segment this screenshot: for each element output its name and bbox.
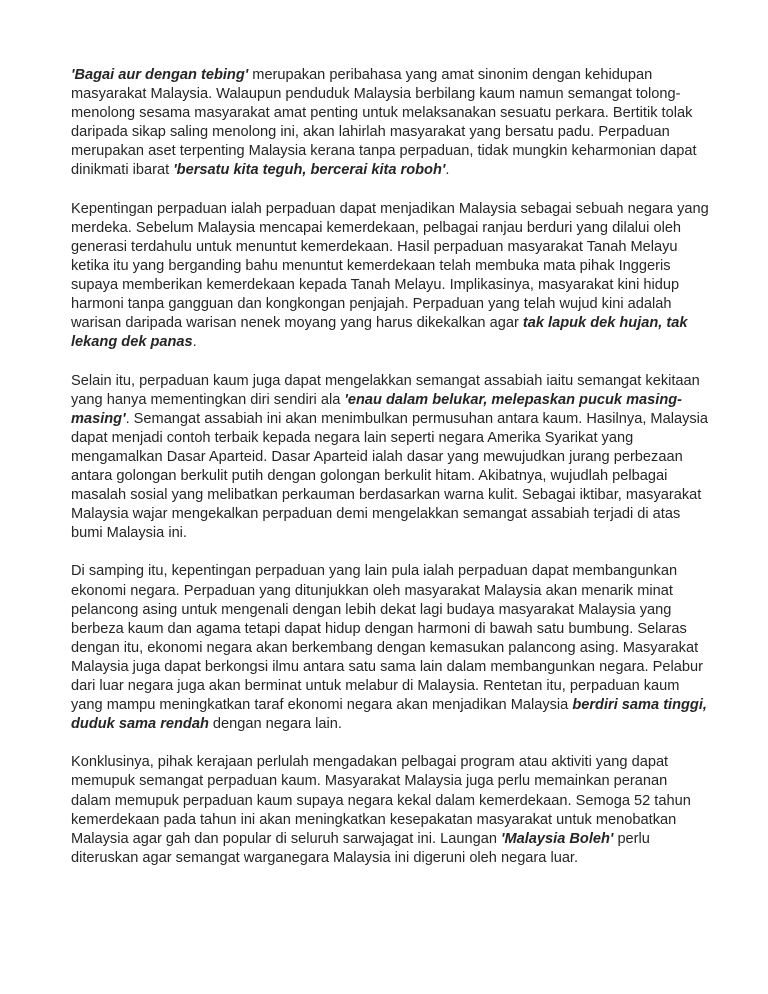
- paragraph-text: .: [445, 162, 450, 179]
- paragraph-text: Selain itu, perpaduan kaum juga dapat mengelakkan semangat assabiah iaitu semangat kekitaan yang hanya mementingkan diri sendiri ala: [71, 372, 700, 408]
- proverb-phrase: berdiri sama tinggi, duduk sama rendah: [71, 697, 707, 733]
- paragraph-text: .: [192, 334, 197, 351]
- paragraph-intro: [71, 66, 711, 181]
- paragraph-text: dengan negara lain.: [208, 716, 342, 733]
- paragraph-text: . Semangat assabiah ini akan menimbulkan permusuhan antara kaum. Hasilnya, Malaysia dapat menjadi contoh terbaik kepada negara lain seperti negara Amerika Syarikat yang mengamalkan Dasar Aparteid. Dasar Aparteid ialah dasar yang mewujudkan jurang perbezaan antara golongan berkulit putih dengan golongan berkulit hitam. Akibatnya, wujudlah pelbagai masalah sosial yang melibatkan perkauman berdasarkan warna kulit. Sebagai iktibar, masyarakat Malaysia wajar mengekalkan perpaduan demi mengelakkan semangat assabiah terjadi di atas bumi Malaysia ini.: [71, 410, 709, 542]
- paragraph-point-3: [71, 562, 711, 734]
- paragraph-point-1: [71, 200, 711, 353]
- paragraph-text: Kepentingan perpaduan ialah perpaduan dapat menjadikan Malaysia sebagai sebuah negara yang merdeka. Sebelum Malaysia mencapai kemerdekaan, pelbagai ranjau berduri yang dilalui oleh generasi terdahulu untuk menuntut kemerdekaan. Hasil perpaduan masyarakat Tanah Melayu ketika itu yang berganding bahu menuntut kemerdekaan telah membuka mata pihak Inggeris supaya memberikan kemerdekaan kepada Tanah Melayu. Implikasinya, masyarakat kini hidup harmoni tanpa gangguan dan kongkongan penjajah. Perpaduan yang telah wujud kini adalah warisan daripada warisan nenek moyang yang harus dikekalkan agar: [71, 200, 709, 332]
- proverb-phrase: 'enau dalam belukar, melepaskan pucuk masing-masing': [71, 391, 683, 427]
- paragraph-text: Di samping itu, kepentingan perpaduan yang lain pula ialah perpaduan dapat membangunkan ekonomi negara. Perpaduan yang ditunjukkan oleh masyarakat Malaysia akan menarik minat pelancong asing untuk mengenali dengan lebih dekat lagi budaya masyarakat Malaysia yang berbeza kaum dan agama tetapi dapat hidup dengan harmoni di bawah satu bumbung. Selaras dengan itu, ekonomi negara akan berkembang dengan kemasukan palancong asing. Masyarakat Malaysia juga dapat berkongsi ilmu antara satu sama lain dalam membangunkan negara. Pelabur dari luar negara juga akan berminat untuk melabur di Malaysia. Rentetan itu, perpaduan kaum yang mampu meningkatkan taraf ekonomi negara akan menjadikan Malaysia: [71, 563, 703, 714]
- proverb-phrase: tak lapuk dek hujan, tak lekang dek panas: [71, 315, 688, 351]
- paragraph-text: merupakan peribahasa yang amat sinonim dengan kehidupan masyarakat Malaysia. Walaupun penduduk Malaysia berbilang kaum namun semangat tolong-menolong sesama masyarakat amat penting untuk melaksanakan sesuatu perkara. Bertitik tolak daripada sikap saling menolong ini, akan lahirlah masyarakat yang bersatu padu. Perpaduan merupakan aset terpenting Malaysia kerana tanpa perpaduan, tidak mungkin keharmonian dapat dinikmati ibarat: [71, 67, 697, 179]
- paragraph-text: perlu diteruskan agar semangat warganegara Malaysia ini digeruni oleh negara luar.: [71, 830, 650, 866]
- proverb-phrase: 'bersatu kita teguh, bercerai kita roboh': [173, 162, 446, 179]
- paragraph-conclusion: [71, 753, 711, 868]
- paragraph-text: Konklusinya, pihak kerajaan perlulah mengadakan pelbagai program atau aktiviti yang dapat memupuk semangat perpaduan kaum. Masyarakat Malaysia juga perlu memainkan peranan dalam memupuk perpaduan kaum supaya negara kekal dalam kemerdekaan. Semoga 52 tahun kemerdekaan pada tahun ini akan meningkatkan kesepakatan masyarakat untuk menobatkan Malaysia agar gah dan popular di seluruh sarwajagat ini. Laungan: [71, 754, 691, 847]
- proverb-phrase: 'Malaysia Boleh': [501, 830, 614, 847]
- proverb-phrase: 'Bagai aur dengan tebing': [71, 67, 249, 83]
- paragraph-point-2: [71, 372, 711, 544]
- document-page: [71, 66, 711, 887]
